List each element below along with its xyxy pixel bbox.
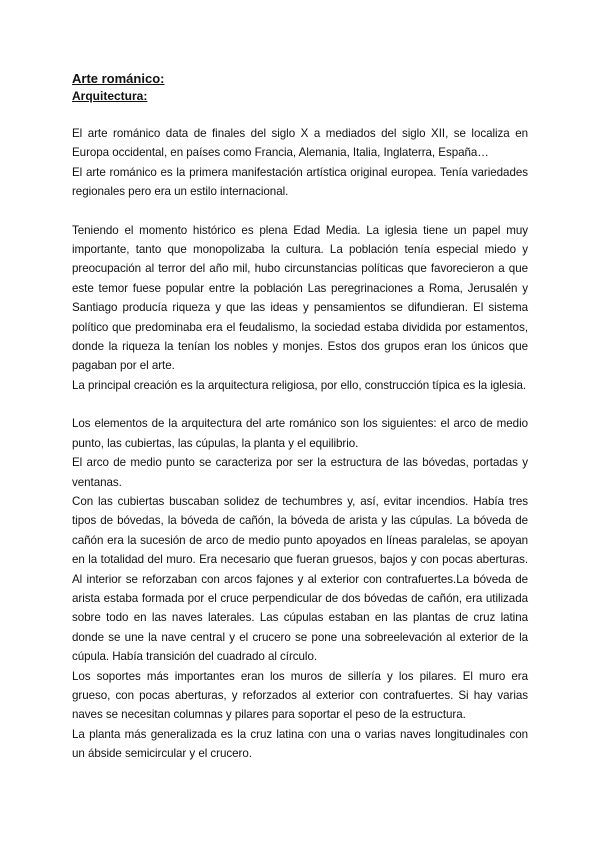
paragraph: Los soportes más importantes eran los muros de sillería y los pilares. El muro era grueso, con pocas aberturas, y reforzados al exterior con contrafuertes. Si hay varias naves se necesitan columnas y pilares para soportar el peso de la estructura. [72, 669, 528, 722]
paragraph: La principal creación es la arquitectura religiosa, por ello, construcción típica es la iglesia. [72, 378, 527, 392]
paragraph: Con las cubiertas buscaban solidez de techumbres y, así, evitar incendios. Había tres tipos de bóvedas, la bóveda de cañón, la bóveda de arista y las cúpulas. La bóveda de cañón era la sucesión de arco de medio punto apoyados en líneas paralelas, se apoyan en la totalidad del muro. Era necesario que fueran gruesos, bajos y con pocas aberturas. Al interior se reforzaban con arcos fajones y al exterior con contrafuertes.La bóveda de arista estaba formada por el cruce perpendicular de dos bóvedas de cañón, era utilizada sobre todo en las naves laterales. Las cúpulas estaban en las plantas de cruz latina donde se une la nave central y el crucero se pone una sobreelevación al exterior de la cúpula. Había transición del cuadrado al círculo. [72, 494, 528, 664]
document-title: Arte románico: [72, 71, 165, 86]
paragraph: El arte románico data de finales del siglo X a mediados del siglo XII, se localiza en Europa occidental, en países como Francia, Alemania, Italia, Inglaterra, España… [72, 127, 528, 160]
paragraph: La planta más generalizada es la cruz latina con una o varias naves longitudinales con un ábside semicircular y el crucero. [72, 727, 528, 761]
document-subtitle: Arquitectura: [72, 89, 148, 103]
paragraph: El arte románico es la primera manifestación artística original europea. Tenía variedades regionales pero era un estilo internacional. [72, 165, 528, 199]
paragraph: El arco de medio punto se caracteriza por ser la estructura de las bóvedas, portadas y ventanas. [72, 456, 528, 489]
section-architecture-elements [72, 414, 528, 763]
paragraph: Teniendo el momento histórico es plena Edad Media. La iglesia tiene un papel muy importante, tanto que monopolizaba la cultura. La población tenía especial miedo y preocupación al terror del año mil, hubo circunstancias políticas que favorecieron a que este temor fuese popular entre la población Las peregrinaciones a Roma, Jerusalén y Santiago producía riqueza y que las ideas y pensamientos se difundieran. El sistema político que predominaba era el feudalismo, la sociedad estaba dividida por estamentos, donde la riqueza la tenían los nobles y monjes. Estos dos grupos eran los únicos que pagaban por el arte. [72, 223, 528, 373]
paragraph: Los elementos de la arquitectura del arte románico son los siguientes: el arco de medio punto, las cubiertas, las cúpulas, la planta y el equilibrio. [72, 417, 528, 450]
section-introduction [72, 124, 528, 202]
section-historical-context [72, 221, 528, 396]
